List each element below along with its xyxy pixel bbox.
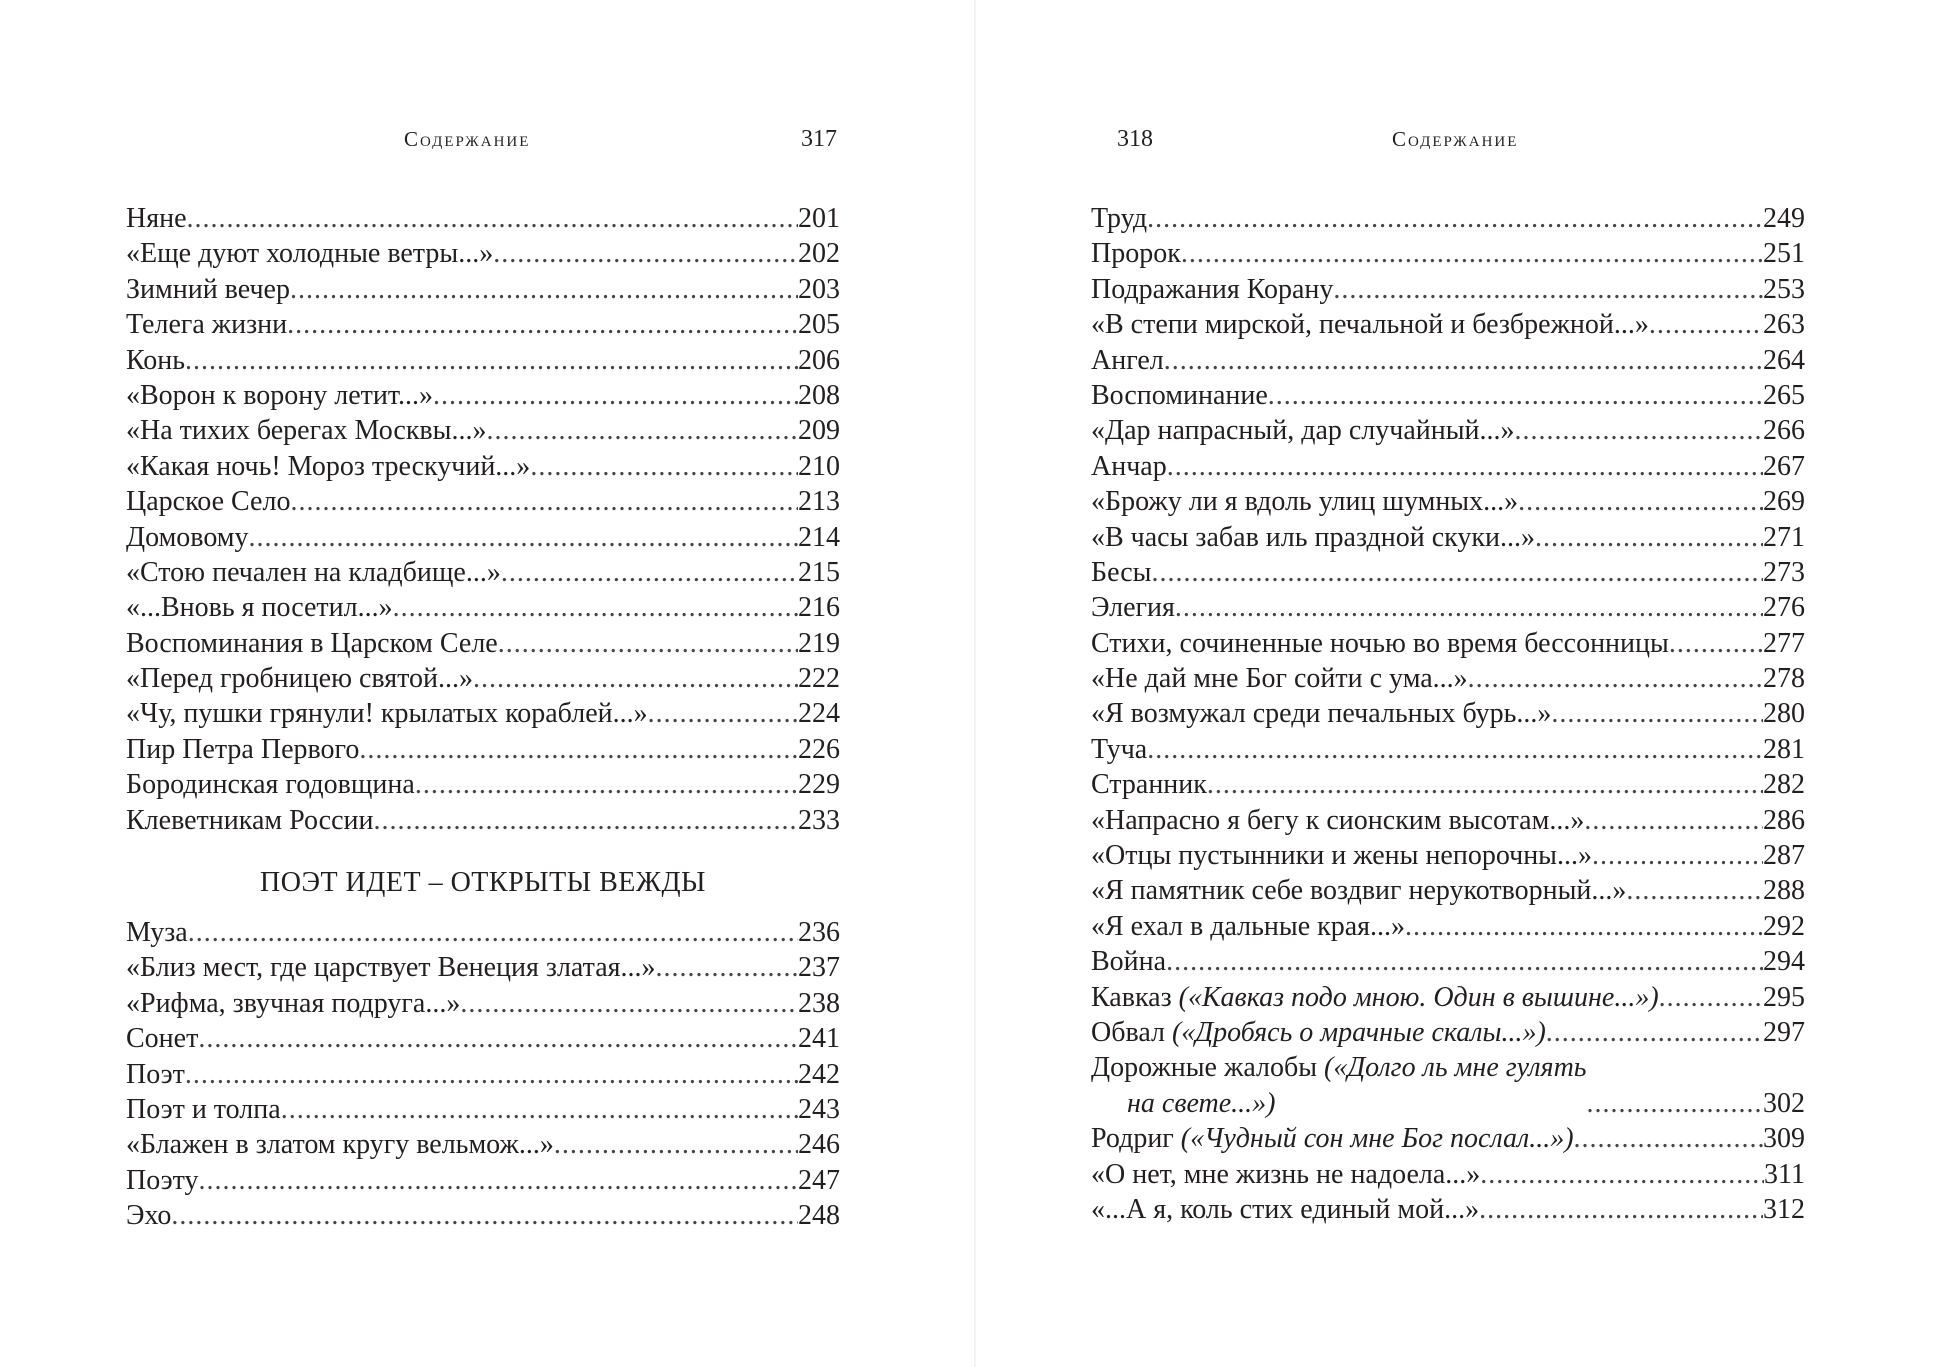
toc-entry bbox=[126, 1092, 840, 1127]
dot-leader bbox=[1207, 767, 1763, 802]
entry-title bbox=[1091, 803, 1584, 838]
entry-title-text: Поэт и толпа bbox=[126, 1093, 281, 1125]
entry-subtitle: («Чудный сон мне Бог послал...») bbox=[1180, 1123, 1574, 1155]
entry-title-text: Домовому bbox=[126, 521, 249, 553]
entry-title-text: Воспоминание bbox=[1091, 379, 1268, 411]
entry-title bbox=[126, 590, 393, 625]
entry-page-number: 233 bbox=[798, 804, 840, 836]
entry-page-number: 214 bbox=[798, 521, 840, 553]
dot-leader bbox=[433, 378, 798, 413]
entry-page-number: 202 bbox=[798, 238, 840, 270]
toc-list bbox=[126, 915, 840, 1234]
entry-title-text: «Какая ночь! Мороз трескучий...» bbox=[126, 450, 531, 482]
dot-leader bbox=[188, 915, 798, 950]
page-number: 317 bbox=[801, 126, 837, 152]
toc-entry bbox=[1091, 626, 1805, 661]
entry-title-text: Клеветникам России bbox=[126, 804, 374, 836]
dot-leader bbox=[486, 413, 798, 448]
entry-title bbox=[126, 307, 287, 342]
entry-page-number: 208 bbox=[798, 379, 840, 411]
entry-title-text: Царское Село bbox=[126, 486, 291, 518]
entry-page-number: 292 bbox=[1763, 910, 1805, 942]
dot-leader bbox=[1659, 980, 1763, 1015]
entry-title-text: «О нет, мне жизнь не надоела...» bbox=[1091, 1158, 1481, 1190]
entry-title bbox=[126, 201, 187, 236]
dot-leader bbox=[290, 272, 798, 307]
toc-entry bbox=[126, 307, 840, 342]
entry-title bbox=[1091, 236, 1181, 271]
dot-leader bbox=[1333, 272, 1763, 307]
toc-entry bbox=[1091, 201, 1805, 236]
toc-entry bbox=[1091, 1121, 1805, 1156]
dot-leader bbox=[290, 484, 798, 519]
toc-entry bbox=[1091, 803, 1805, 838]
entry-title bbox=[1091, 909, 1405, 944]
toc-entry bbox=[1091, 838, 1805, 873]
entry-page-number: 249 bbox=[1763, 203, 1805, 234]
entry-title bbox=[126, 1127, 554, 1162]
dot-leader bbox=[530, 449, 798, 484]
entry-title-text: Муза bbox=[126, 917, 188, 948]
entry-page-number: 287 bbox=[1763, 840, 1805, 872]
entry-page-number: 277 bbox=[1763, 627, 1805, 659]
entry-title-text: Ангел bbox=[1091, 344, 1164, 376]
toc-entry bbox=[1091, 343, 1805, 378]
entry-title bbox=[126, 696, 648, 731]
dot-leader bbox=[493, 236, 798, 271]
entry-title bbox=[126, 520, 249, 555]
entry-page-number: 216 bbox=[798, 592, 840, 624]
entry-title-text: Война bbox=[1091, 946, 1167, 978]
entry-page-number: 224 bbox=[798, 698, 840, 730]
entry-title bbox=[1091, 1192, 1479, 1227]
entry-title-text: «Я ехал в дальные края...» bbox=[1091, 910, 1406, 942]
right-page bbox=[975, 0, 1946, 1367]
running-head: Содержание bbox=[404, 127, 531, 151]
section-heading: ПОЭТ ИДЕТ – ОТКРЫТЫ ВЕЖДЫ bbox=[260, 867, 706, 898]
entry-title-text: «...Вновь я посетил...» bbox=[126, 592, 393, 624]
toc-entry bbox=[126, 272, 840, 307]
toc-entry bbox=[126, 590, 840, 625]
entry-title bbox=[126, 661, 473, 696]
entry-title-text: Труд bbox=[1091, 203, 1148, 234]
entry-page-number: 206 bbox=[798, 344, 840, 376]
toc-entry bbox=[126, 1163, 840, 1198]
toc-entry bbox=[1091, 696, 1805, 731]
entry-page-number: 302 bbox=[1763, 1087, 1805, 1119]
entry-title-text: «Перед гробницею святой...» bbox=[126, 663, 473, 695]
dot-leader bbox=[1164, 343, 1763, 378]
dot-leader bbox=[1405, 909, 1763, 944]
entry-title bbox=[1091, 343, 1164, 378]
toc-entry bbox=[1091, 1050, 1805, 1121]
entry-title bbox=[126, 626, 498, 661]
entry-title-text: Бесы bbox=[1091, 556, 1152, 588]
entry-title bbox=[1091, 944, 1166, 979]
entry-page-number: 242 bbox=[798, 1058, 840, 1090]
entry-title-text: Родриг bbox=[1091, 1123, 1174, 1155]
entry-title-text: «Рифма, звучная подруга...» bbox=[126, 987, 461, 1019]
toc-entry bbox=[126, 236, 840, 271]
entry-title bbox=[1091, 307, 1649, 342]
entry-title-text: Дорожные жалобы bbox=[1091, 1052, 1318, 1084]
dot-leader bbox=[393, 590, 798, 625]
dot-leader bbox=[1479, 1192, 1763, 1227]
entry-title bbox=[126, 1092, 281, 1127]
entry-page-number: 265 bbox=[1763, 379, 1805, 411]
dot-leader bbox=[249, 520, 799, 555]
dot-leader bbox=[1515, 413, 1763, 448]
toc-entry bbox=[126, 378, 840, 413]
toc-entry bbox=[126, 696, 840, 731]
toc-entry bbox=[1091, 272, 1805, 307]
dot-leader bbox=[1587, 1086, 1763, 1121]
entry-title-text: «На тихих берегах Москвы...» bbox=[126, 415, 487, 447]
dot-leader bbox=[1649, 307, 1763, 342]
toc-entry bbox=[1091, 980, 1805, 1015]
dot-leader bbox=[501, 555, 798, 590]
toc-entry bbox=[1091, 378, 1805, 413]
entry-title-text: Воспоминания в Царском Селе bbox=[126, 627, 498, 659]
dot-leader bbox=[1626, 873, 1763, 908]
entry-title bbox=[1091, 413, 1515, 448]
toc-entry bbox=[126, 915, 840, 950]
dot-leader bbox=[1167, 449, 1763, 484]
entry-title bbox=[126, 413, 486, 448]
entry-page-number: 247 bbox=[798, 1164, 840, 1196]
entry-title-text: Телега жизни bbox=[126, 309, 288, 341]
entry-title bbox=[1091, 696, 1551, 731]
toc-entry bbox=[126, 1198, 840, 1233]
entry-title-text: Поэту bbox=[126, 1164, 199, 1196]
entry-title bbox=[126, 343, 185, 378]
entry-title bbox=[1091, 272, 1333, 307]
dot-leader bbox=[185, 343, 798, 378]
entry-page-number: 229 bbox=[798, 769, 840, 801]
dot-leader bbox=[185, 1057, 798, 1092]
entry-title-text: Подражания Корану bbox=[1091, 273, 1334, 305]
page-number: 318 bbox=[1117, 126, 1153, 152]
toc-entry bbox=[1091, 413, 1805, 448]
entry-subtitle: («Дробясь о мрачные скалы...») bbox=[1171, 1016, 1546, 1048]
entry-title-text: Поэт bbox=[126, 1058, 185, 1090]
dot-leader bbox=[1518, 484, 1763, 519]
dot-leader bbox=[1147, 201, 1763, 236]
entry-title bbox=[1091, 1157, 1480, 1192]
entry-page-number: 203 bbox=[798, 273, 840, 305]
dot-leader bbox=[1181, 236, 1763, 271]
toc-entry bbox=[126, 1127, 840, 1162]
entry-title-text: Обвал bbox=[1091, 1016, 1165, 1048]
entry-page-number: 210 bbox=[798, 450, 840, 482]
entry-page-number: 237 bbox=[798, 952, 840, 984]
dot-leader bbox=[198, 1021, 798, 1056]
entry-page-number: 253 bbox=[1763, 273, 1805, 305]
toc-entry bbox=[126, 520, 840, 555]
toc-entry bbox=[1091, 590, 1805, 625]
running-head: Содержание bbox=[1392, 127, 1519, 151]
entry-page-number: 251 bbox=[1763, 238, 1805, 270]
entry-title bbox=[1091, 626, 1669, 661]
toc-entry bbox=[1091, 767, 1805, 802]
entry-title-text: «Чу, пушки грянули! крылатых кораблей...» bbox=[126, 698, 648, 730]
toc-entry bbox=[126, 343, 840, 378]
entry-page-number: 264 bbox=[1763, 344, 1805, 376]
entry-title-text: «Дар напрасный, дар случайный...» bbox=[1091, 415, 1515, 447]
entry-page-number: 269 bbox=[1763, 486, 1805, 518]
entry-title bbox=[126, 1163, 198, 1198]
dot-leader bbox=[460, 986, 798, 1021]
entry-title bbox=[1091, 484, 1518, 519]
entry-title-text: «Блажен в златом кругу вельмож...» bbox=[126, 1129, 554, 1161]
entry-title bbox=[126, 732, 359, 767]
toc-entry bbox=[1091, 1157, 1805, 1192]
dot-leader bbox=[1166, 944, 1763, 979]
entry-page-number: 236 bbox=[798, 917, 840, 948]
toc-entry bbox=[126, 950, 840, 985]
entry-page-number: 280 bbox=[1763, 698, 1805, 730]
toc-entry bbox=[1091, 909, 1805, 944]
entry-title-text: «Стою печален на кладбище...» bbox=[126, 556, 501, 588]
entry-subtitle-continuation: на свете...») bbox=[1127, 1087, 1276, 1119]
dot-leader bbox=[1574, 1121, 1763, 1156]
entry-page-number: 309 bbox=[1763, 1123, 1805, 1155]
dot-leader bbox=[359, 732, 798, 767]
entry-title-text: «Я памятник себе воздвиг нерукотворный...» bbox=[1091, 875, 1627, 907]
entry-title bbox=[1091, 1050, 1587, 1121]
entry-title bbox=[126, 236, 493, 271]
entry-title bbox=[126, 1198, 171, 1233]
entry-page-number: 209 bbox=[798, 415, 840, 447]
entry-page-number: 246 bbox=[798, 1129, 840, 1161]
entry-page-number: 281 bbox=[1763, 733, 1805, 765]
entry-page-number: 219 bbox=[798, 627, 840, 659]
dot-leader bbox=[1535, 520, 1763, 555]
toc-entry bbox=[126, 484, 840, 519]
entry-subtitle: («Кавказ подо мною. Один в вышине...») bbox=[1178, 981, 1659, 1013]
entry-title bbox=[1091, 378, 1268, 413]
entry-title bbox=[1091, 873, 1626, 908]
entry-page-number: 201 bbox=[798, 203, 840, 234]
toc-entry bbox=[1091, 944, 1805, 979]
toc-entry bbox=[126, 626, 840, 661]
entry-title bbox=[1091, 838, 1592, 873]
dot-leader bbox=[1468, 661, 1763, 696]
toc-entry bbox=[1091, 1015, 1805, 1050]
toc-list bbox=[126, 201, 840, 838]
dot-leader bbox=[187, 201, 798, 236]
dot-leader bbox=[1584, 803, 1763, 838]
entry-title bbox=[126, 1057, 185, 1092]
dot-leader bbox=[1480, 1157, 1764, 1192]
entry-page-number: 263 bbox=[1763, 309, 1805, 341]
dot-leader bbox=[1592, 838, 1763, 873]
dot-leader bbox=[1551, 696, 1763, 731]
entry-page-number: 266 bbox=[1763, 415, 1805, 447]
toc-entry bbox=[126, 803, 840, 838]
entry-page-number: 286 bbox=[1763, 804, 1805, 836]
toc-entry bbox=[1091, 555, 1805, 590]
entry-title-text: «Не дай мне Бог сойти с ума...» bbox=[1091, 663, 1468, 695]
dot-leader bbox=[656, 950, 798, 985]
toc-entry bbox=[1091, 1192, 1805, 1227]
toc-entry bbox=[1091, 520, 1805, 555]
entry-page-number: 226 bbox=[798, 733, 840, 765]
dot-leader bbox=[1669, 626, 1763, 661]
entry-title bbox=[126, 555, 501, 590]
toc-entry bbox=[126, 413, 840, 448]
entry-title bbox=[1091, 732, 1147, 767]
toc-entry bbox=[1091, 307, 1805, 342]
entry-page-number: 294 bbox=[1763, 946, 1805, 978]
entry-title-text: «Брожу ли я вдоль улиц шумных...» bbox=[1091, 486, 1519, 518]
entry-title bbox=[1091, 1121, 1574, 1156]
toc-entry bbox=[126, 767, 840, 802]
toc-entry bbox=[126, 986, 840, 1021]
dot-leader bbox=[1268, 378, 1763, 413]
entry-page-number: 271 bbox=[1763, 521, 1805, 553]
toc-list bbox=[1091, 201, 1805, 1227]
entry-title bbox=[126, 484, 290, 519]
entry-title bbox=[1091, 590, 1175, 625]
entry-title bbox=[1091, 767, 1207, 802]
entry-title-text: «В часы забав иль праздной скуки...» bbox=[1091, 521, 1535, 553]
toc-entry bbox=[1091, 873, 1805, 908]
entry-title-text: Странник bbox=[1091, 769, 1207, 801]
dot-leader bbox=[1175, 590, 1763, 625]
entry-title bbox=[126, 986, 460, 1021]
dot-leader bbox=[648, 696, 798, 731]
toc-entry bbox=[126, 449, 840, 484]
entry-title bbox=[126, 449, 530, 484]
entry-page-number: 295 bbox=[1763, 981, 1805, 1013]
entry-title-text: Анчар bbox=[1091, 450, 1167, 482]
entry-title bbox=[126, 803, 374, 838]
entry-title-text: «Напрасно я бегу к сионским высотам...» bbox=[1091, 804, 1585, 836]
entry-title-text: Стихи, сочиненные ночью во время бессонницы bbox=[1091, 627, 1669, 659]
toc-entry bbox=[1091, 449, 1805, 484]
entry-title bbox=[126, 915, 188, 950]
toc-entry bbox=[126, 661, 840, 696]
entry-title bbox=[126, 378, 433, 413]
entry-page-number: 297 bbox=[1763, 1016, 1805, 1048]
entry-title-text: «В степи мирской, печальной и безбрежной...» bbox=[1091, 309, 1649, 341]
toc-entry bbox=[126, 1057, 840, 1092]
entry-page-number: 273 bbox=[1763, 556, 1805, 588]
entry-title-text: Элегия bbox=[1091, 592, 1175, 624]
entry-title-text: «Отцы пустынники и жены непорочны...» bbox=[1091, 840, 1592, 872]
entry-title-text: Туча bbox=[1091, 733, 1148, 765]
dot-leader bbox=[281, 1092, 798, 1127]
toc-entry bbox=[126, 201, 840, 236]
toc-entry bbox=[1091, 236, 1805, 271]
toc-entry bbox=[126, 1021, 840, 1056]
entry-page-number: 243 bbox=[798, 1093, 840, 1125]
entry-page-number: 248 bbox=[798, 1200, 840, 1232]
dot-leader bbox=[198, 1163, 798, 1198]
entry-page-number: 222 bbox=[798, 663, 840, 695]
entry-page-number: 282 bbox=[1763, 769, 1805, 801]
entry-title bbox=[1091, 449, 1167, 484]
entry-page-number: 267 bbox=[1763, 450, 1805, 482]
entry-title-text: Пир Петра Первого bbox=[126, 733, 360, 765]
entry-subtitle: («Долго ль мне гулять bbox=[1324, 1052, 1587, 1084]
entry-title bbox=[126, 1021, 198, 1056]
entry-title-text: «Еще дуют холодные ветры...» bbox=[126, 238, 494, 270]
toc-entry bbox=[1091, 661, 1805, 696]
entry-title-text: Зимний вечер bbox=[126, 273, 290, 305]
dot-leader bbox=[415, 767, 798, 802]
entry-page-number: 213 bbox=[798, 486, 840, 518]
entry-title bbox=[1091, 201, 1147, 236]
entry-title-text: «Ворон к ворону летит...» bbox=[126, 379, 434, 411]
entry-page-number: 288 bbox=[1763, 875, 1805, 907]
toc-entry bbox=[126, 732, 840, 767]
dot-leader bbox=[374, 803, 799, 838]
entry-title-text: «...А я, коль стих единый мой...» bbox=[1091, 1193, 1480, 1225]
entry-title-text: Пророк bbox=[1091, 238, 1181, 270]
dot-leader bbox=[171, 1198, 798, 1233]
dot-leader bbox=[287, 307, 798, 342]
entry-title bbox=[126, 950, 656, 985]
entry-page-number: 215 bbox=[798, 556, 840, 588]
entry-title-text: Эхо bbox=[126, 1200, 172, 1232]
entry-title-text: Сонет bbox=[126, 1023, 199, 1055]
entry-title bbox=[1091, 980, 1659, 1015]
entry-title bbox=[1091, 555, 1151, 590]
entry-title-text: Кавказ bbox=[1091, 981, 1172, 1013]
entry-title bbox=[126, 272, 290, 307]
entry-title bbox=[126, 767, 415, 802]
dot-leader bbox=[554, 1127, 798, 1162]
toc-entry bbox=[126, 555, 840, 590]
entry-title-text: Конь bbox=[126, 344, 186, 376]
dot-leader bbox=[1546, 1015, 1763, 1050]
entry-page-number: 205 bbox=[798, 309, 840, 341]
toc-entry bbox=[1091, 732, 1805, 767]
entry-page-number: 276 bbox=[1763, 592, 1805, 624]
entry-title-text: «Я возмужал среди печальных бурь...» bbox=[1091, 698, 1552, 730]
toc-entry bbox=[1091, 484, 1805, 519]
dot-leader bbox=[473, 661, 798, 696]
entry-title-text: Бородинская годовщина bbox=[126, 769, 415, 801]
entry-page-number: 312 bbox=[1763, 1193, 1805, 1225]
entry-title bbox=[1091, 661, 1468, 696]
entry-title-text: Няне bbox=[126, 203, 187, 234]
entry-page-number: 311 bbox=[1764, 1158, 1805, 1190]
entry-page-number: 278 bbox=[1763, 663, 1805, 695]
dot-leader bbox=[498, 626, 798, 661]
dot-leader bbox=[1147, 732, 1763, 767]
entry-title-text: «Близ мест, где царствует Венеция златая...» bbox=[126, 952, 656, 984]
dot-leader bbox=[1151, 555, 1763, 590]
entry-page-number: 241 bbox=[798, 1023, 840, 1055]
entry-title bbox=[1091, 1015, 1546, 1050]
entry-title bbox=[1091, 520, 1535, 555]
entry-page-number: 238 bbox=[798, 987, 840, 1019]
